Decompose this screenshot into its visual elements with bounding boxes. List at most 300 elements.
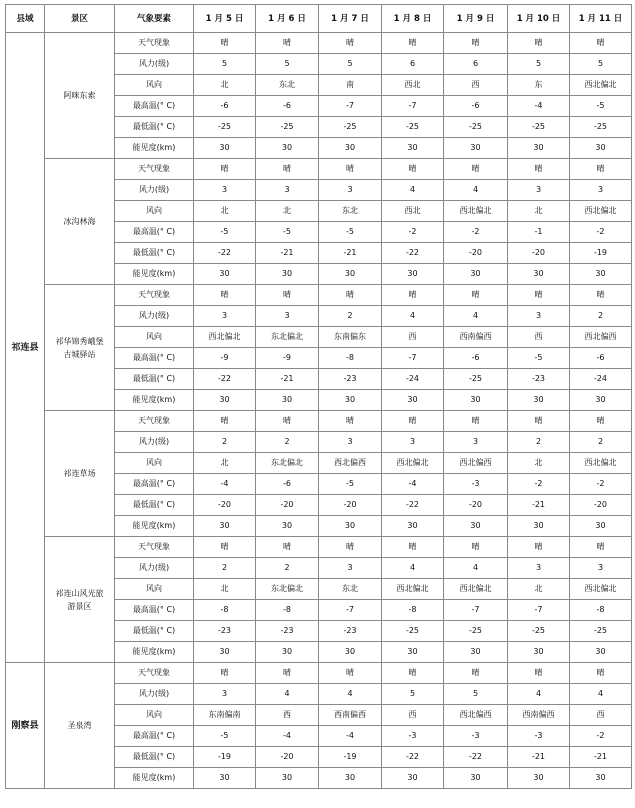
value-cell: -20: [256, 747, 319, 768]
value-cell: 4: [382, 558, 444, 579]
value-cell: 西北: [382, 75, 444, 96]
value-cell: 西北偏西: [570, 327, 632, 348]
element-label-cell: 最高温(° C): [115, 474, 194, 495]
value-cell: -5: [570, 96, 632, 117]
value-cell: 30: [382, 516, 444, 537]
value-cell: 西北偏北: [382, 579, 444, 600]
element-label-cell: 风向: [115, 705, 194, 726]
value-cell: 30: [508, 264, 570, 285]
value-cell: 西北: [382, 201, 444, 222]
county-cell: 刚察县: [6, 663, 45, 789]
element-label-cell: 风向: [115, 75, 194, 96]
value-cell: 30: [382, 138, 444, 159]
value-cell: -19: [194, 747, 256, 768]
value-cell: 30: [570, 390, 632, 411]
header-date-jan7: 1 月 7 日: [319, 5, 382, 33]
value-cell: -4: [382, 474, 444, 495]
element-label-cell: 能见度(km): [115, 390, 194, 411]
value-cell: 晴: [256, 663, 319, 684]
value-cell: 3: [508, 306, 570, 327]
value-cell: -5: [319, 222, 382, 243]
element-label-cell: 风向: [115, 201, 194, 222]
value-cell: 30: [319, 390, 382, 411]
value-cell: 晴: [194, 33, 256, 54]
value-cell: 西北偏西: [444, 705, 508, 726]
value-cell: 晴: [444, 285, 508, 306]
value-cell: 2: [319, 306, 382, 327]
value-cell: 北: [508, 579, 570, 600]
value-cell: -25: [319, 117, 382, 138]
value-cell: -25: [570, 117, 632, 138]
value-cell: -20: [508, 243, 570, 264]
value-cell: 西北偏北: [570, 453, 632, 474]
value-cell: 30: [194, 138, 256, 159]
value-cell: 晴: [382, 33, 444, 54]
value-cell: -20: [444, 243, 508, 264]
value-cell: 30: [570, 264, 632, 285]
element-label-cell: 最高温(° C): [115, 348, 194, 369]
value-cell: -8: [319, 348, 382, 369]
value-cell: -5: [319, 474, 382, 495]
value-cell: 30: [508, 768, 570, 789]
value-cell: -21: [256, 369, 319, 390]
element-label-cell: 风力(级): [115, 180, 194, 201]
value-cell: 30: [444, 516, 508, 537]
value-cell: 30: [194, 516, 256, 537]
value-cell: -6: [444, 348, 508, 369]
value-cell: -22: [382, 495, 444, 516]
value-cell: 西: [570, 705, 632, 726]
value-cell: -7: [319, 600, 382, 621]
weather-forecast-table: [5, 4, 632, 789]
element-label-cell: 最低温(° C): [115, 369, 194, 390]
value-cell: 西北偏西: [444, 453, 508, 474]
value-cell: -2: [570, 474, 632, 495]
value-cell: -20: [570, 495, 632, 516]
value-cell: 30: [319, 516, 382, 537]
element-label-cell: 天气现象: [115, 33, 194, 54]
element-label-cell: 风力(级): [115, 432, 194, 453]
value-cell: -5: [194, 726, 256, 747]
table-row: [6, 411, 632, 432]
element-label-cell: 最低温(° C): [115, 495, 194, 516]
value-cell: 晴: [508, 285, 570, 306]
value-cell: -8: [256, 600, 319, 621]
value-cell: 4: [444, 306, 508, 327]
value-cell: 东南偏南: [194, 705, 256, 726]
value-cell: 30: [256, 264, 319, 285]
value-cell: -3: [508, 726, 570, 747]
value-cell: 西: [256, 705, 319, 726]
value-cell: -22: [194, 369, 256, 390]
scenic-area-cell: 圣泉湾: [45, 663, 115, 789]
value-cell: 西北偏北: [444, 579, 508, 600]
value-cell: 西: [444, 75, 508, 96]
value-cell: 3: [319, 180, 382, 201]
value-cell: 晴: [570, 33, 632, 54]
value-cell: 晴: [382, 663, 444, 684]
value-cell: 30: [444, 642, 508, 663]
value-cell: -4: [508, 96, 570, 117]
value-cell: 西北偏西: [319, 453, 382, 474]
value-cell: 30: [444, 138, 508, 159]
element-label-cell: 能见度(km): [115, 264, 194, 285]
header-date-jan10: 1 月 10 日: [508, 5, 570, 33]
value-cell: 东北偏北: [256, 453, 319, 474]
value-cell: -1: [508, 222, 570, 243]
value-cell: 晴: [508, 663, 570, 684]
element-label-cell: 天气现象: [115, 411, 194, 432]
value-cell: -9: [256, 348, 319, 369]
value-cell: 西: [382, 705, 444, 726]
value-cell: 晴: [382, 285, 444, 306]
value-cell: -20: [256, 495, 319, 516]
value-cell: -4: [194, 474, 256, 495]
value-cell: 晴: [444, 663, 508, 684]
value-cell: -4: [319, 726, 382, 747]
value-cell: 30: [256, 390, 319, 411]
header-element: 气象要素: [115, 5, 194, 33]
value-cell: 东北: [319, 201, 382, 222]
value-cell: 晴: [508, 411, 570, 432]
value-cell: 晴: [194, 159, 256, 180]
element-label-cell: 风力(级): [115, 54, 194, 75]
value-cell: -5: [194, 222, 256, 243]
value-cell: 晴: [570, 663, 632, 684]
value-cell: -7: [444, 600, 508, 621]
scenic-area-cell: 祁连草场: [45, 411, 115, 537]
value-cell: 晴: [256, 33, 319, 54]
value-cell: -19: [319, 747, 382, 768]
value-cell: -23: [256, 621, 319, 642]
value-cell: -6: [444, 96, 508, 117]
value-cell: 东南偏东: [319, 327, 382, 348]
element-label-cell: 最高温(° C): [115, 222, 194, 243]
value-cell: -22: [382, 243, 444, 264]
value-cell: 30: [319, 768, 382, 789]
header-date-jan11: 1 月 11 日: [570, 5, 632, 33]
value-cell: -25: [382, 621, 444, 642]
value-cell: 晴: [444, 411, 508, 432]
value-cell: -7: [382, 348, 444, 369]
value-cell: -20: [319, 495, 382, 516]
value-cell: 30: [319, 264, 382, 285]
value-cell: 30: [194, 264, 256, 285]
value-cell: 西北偏北: [194, 327, 256, 348]
value-cell: -21: [256, 243, 319, 264]
value-cell: 晴: [508, 537, 570, 558]
value-cell: 4: [444, 180, 508, 201]
value-cell: 东北偏北: [256, 327, 319, 348]
value-cell: 晴: [382, 411, 444, 432]
value-cell: 6: [444, 54, 508, 75]
value-cell: 晴: [256, 411, 319, 432]
value-cell: 30: [256, 138, 319, 159]
value-cell: 北: [256, 201, 319, 222]
value-cell: 2: [194, 558, 256, 579]
value-cell: 晴: [382, 537, 444, 558]
value-cell: 西南偏西: [508, 705, 570, 726]
scenic-area-cell: 祁连山风光旅游景区: [45, 537, 115, 663]
element-label-cell: 天气现象: [115, 285, 194, 306]
value-cell: -2: [444, 222, 508, 243]
value-cell: 晴: [256, 159, 319, 180]
value-cell: -9: [194, 348, 256, 369]
element-label-cell: 风向: [115, 579, 194, 600]
value-cell: 3: [256, 180, 319, 201]
value-cell: 晴: [319, 159, 382, 180]
value-cell: 东: [508, 75, 570, 96]
value-cell: -21: [319, 243, 382, 264]
value-cell: 30: [444, 768, 508, 789]
value-cell: 4: [319, 684, 382, 705]
value-cell: 30: [570, 642, 632, 663]
value-cell: 西北偏北: [444, 201, 508, 222]
value-cell: -25: [444, 621, 508, 642]
value-cell: 晴: [444, 159, 508, 180]
value-cell: 3: [508, 558, 570, 579]
value-cell: 西南偏西: [444, 327, 508, 348]
value-cell: 西北偏北: [570, 75, 632, 96]
element-label-cell: 最低温(° C): [115, 117, 194, 138]
element-label-cell: 能见度(km): [115, 642, 194, 663]
value-cell: 4: [256, 684, 319, 705]
value-cell: -23: [508, 369, 570, 390]
value-cell: 北: [194, 201, 256, 222]
value-cell: 30: [319, 138, 382, 159]
value-cell: -4: [256, 726, 319, 747]
value-cell: 东北: [319, 579, 382, 600]
value-cell: 3: [508, 180, 570, 201]
header-date-jan9: 1 月 9 日: [444, 5, 508, 33]
value-cell: -6: [256, 96, 319, 117]
element-label-cell: 风向: [115, 453, 194, 474]
value-cell: 6: [382, 54, 444, 75]
header-date-jan6: 1 月 6 日: [256, 5, 319, 33]
value-cell: 5: [570, 54, 632, 75]
value-cell: 30: [508, 138, 570, 159]
value-cell: 30: [256, 768, 319, 789]
header-date-jan8: 1 月 8 日: [382, 5, 444, 33]
value-cell: -19: [570, 243, 632, 264]
value-cell: -22: [194, 243, 256, 264]
value-cell: 2: [256, 432, 319, 453]
value-cell: 30: [444, 264, 508, 285]
value-cell: 北: [194, 75, 256, 96]
value-cell: 2: [570, 306, 632, 327]
value-cell: 晴: [319, 411, 382, 432]
value-cell: 东北偏北: [256, 579, 319, 600]
value-cell: 3: [194, 684, 256, 705]
forecast-document: [5, 4, 632, 789]
value-cell: -5: [256, 222, 319, 243]
element-label-cell: 最低温(° C): [115, 243, 194, 264]
value-cell: -25: [194, 117, 256, 138]
table-row: [6, 663, 632, 684]
value-cell: 西南偏西: [319, 705, 382, 726]
value-cell: -20: [194, 495, 256, 516]
scenic-area-cell: 冰沟林海: [45, 159, 115, 285]
value-cell: 晴: [508, 159, 570, 180]
value-cell: 晴: [382, 159, 444, 180]
value-cell: 30: [570, 138, 632, 159]
value-cell: -3: [444, 726, 508, 747]
value-cell: 5: [194, 54, 256, 75]
value-cell: 晴: [570, 285, 632, 306]
value-cell: -2: [508, 474, 570, 495]
value-cell: 30: [256, 642, 319, 663]
value-cell: -8: [570, 600, 632, 621]
value-cell: -22: [382, 747, 444, 768]
table-row: [6, 285, 632, 306]
value-cell: 4: [382, 180, 444, 201]
value-cell: -2: [382, 222, 444, 243]
value-cell: 5: [256, 54, 319, 75]
element-label-cell: 天气现象: [115, 159, 194, 180]
value-cell: 3: [319, 558, 382, 579]
value-cell: -5: [508, 348, 570, 369]
scenic-area-cell: 祁华锦秀峨堡古城驿站: [45, 285, 115, 411]
value-cell: -25: [570, 621, 632, 642]
value-cell: 4: [382, 306, 444, 327]
value-cell: 3: [382, 432, 444, 453]
value-cell: 晴: [256, 537, 319, 558]
value-cell: 5: [508, 54, 570, 75]
value-cell: 30: [194, 642, 256, 663]
value-cell: -23: [194, 621, 256, 642]
value-cell: -6: [570, 348, 632, 369]
value-cell: 晴: [444, 537, 508, 558]
value-cell: 晴: [194, 285, 256, 306]
value-cell: 晴: [194, 411, 256, 432]
value-cell: 4: [570, 684, 632, 705]
value-cell: -21: [508, 747, 570, 768]
value-cell: 晴: [194, 537, 256, 558]
value-cell: -25: [256, 117, 319, 138]
value-cell: 3: [256, 306, 319, 327]
value-cell: 3: [444, 432, 508, 453]
value-cell: 晴: [319, 285, 382, 306]
value-cell: -25: [444, 117, 508, 138]
value-cell: -8: [382, 600, 444, 621]
value-cell: 30: [194, 768, 256, 789]
value-cell: 5: [382, 684, 444, 705]
value-cell: 北: [194, 453, 256, 474]
value-cell: 晴: [319, 537, 382, 558]
value-cell: 晴: [570, 537, 632, 558]
value-cell: 30: [508, 642, 570, 663]
value-cell: -7: [508, 600, 570, 621]
value-cell: 4: [444, 558, 508, 579]
value-cell: 2: [194, 432, 256, 453]
element-label-cell: 能见度(km): [115, 768, 194, 789]
value-cell: 30: [570, 516, 632, 537]
scenic-area-cell: 阿咪东索: [45, 33, 115, 159]
header-scenic-area: 景区: [45, 5, 115, 33]
value-cell: -7: [319, 96, 382, 117]
element-label-cell: 风力(级): [115, 684, 194, 705]
value-cell: -25: [508, 117, 570, 138]
element-label-cell: 最高温(° C): [115, 726, 194, 747]
value-cell: 30: [382, 768, 444, 789]
value-cell: -6: [194, 96, 256, 117]
value-cell: -7: [382, 96, 444, 117]
value-cell: 30: [194, 390, 256, 411]
value-cell: 3: [570, 180, 632, 201]
value-cell: 30: [382, 264, 444, 285]
value-cell: -24: [382, 369, 444, 390]
value-cell: -25: [382, 117, 444, 138]
value-cell: 晴: [570, 159, 632, 180]
value-cell: -22: [444, 747, 508, 768]
element-label-cell: 最低温(° C): [115, 621, 194, 642]
value-cell: -25: [508, 621, 570, 642]
value-cell: 晴: [508, 33, 570, 54]
value-cell: 晴: [256, 285, 319, 306]
value-cell: 5: [319, 54, 382, 75]
value-cell: 南: [319, 75, 382, 96]
value-cell: -6: [256, 474, 319, 495]
value-cell: 30: [382, 642, 444, 663]
value-cell: 2: [508, 432, 570, 453]
value-cell: -8: [194, 600, 256, 621]
element-label-cell: 最低温(° C): [115, 747, 194, 768]
element-label-cell: 能见度(km): [115, 516, 194, 537]
value-cell: -3: [444, 474, 508, 495]
value-cell: 4: [508, 684, 570, 705]
value-cell: 30: [570, 768, 632, 789]
value-cell: -25: [444, 369, 508, 390]
value-cell: 西北偏北: [570, 201, 632, 222]
table-row: [6, 537, 632, 558]
value-cell: 30: [382, 390, 444, 411]
value-cell: 西: [382, 327, 444, 348]
value-cell: 3: [570, 558, 632, 579]
table-row: [6, 159, 632, 180]
value-cell: 2: [256, 558, 319, 579]
header-row: [6, 5, 632, 33]
value-cell: 30: [508, 390, 570, 411]
value-cell: -20: [444, 495, 508, 516]
element-label-cell: 最高温(° C): [115, 96, 194, 117]
value-cell: -2: [570, 222, 632, 243]
value-cell: -21: [508, 495, 570, 516]
value-cell: 晴: [444, 33, 508, 54]
element-label-cell: 天气现象: [115, 663, 194, 684]
element-label-cell: 能见度(km): [115, 138, 194, 159]
element-label-cell: 风力(级): [115, 306, 194, 327]
value-cell: 西: [508, 327, 570, 348]
value-cell: 5: [444, 684, 508, 705]
value-cell: 30: [508, 516, 570, 537]
value-cell: 晴: [319, 33, 382, 54]
value-cell: -3: [382, 726, 444, 747]
header-date-jan5: 1 月 5 日: [194, 5, 256, 33]
value-cell: -2: [570, 726, 632, 747]
value-cell: 西北偏北: [382, 453, 444, 474]
value-cell: 3: [194, 306, 256, 327]
value-cell: 3: [194, 180, 256, 201]
value-cell: 西北偏北: [570, 579, 632, 600]
value-cell: -23: [319, 621, 382, 642]
value-cell: 30: [319, 642, 382, 663]
value-cell: -24: [570, 369, 632, 390]
element-label-cell: 天气现象: [115, 537, 194, 558]
value-cell: 晴: [319, 663, 382, 684]
value-cell: 晴: [194, 663, 256, 684]
element-label-cell: 最高温(° C): [115, 600, 194, 621]
element-label-cell: 风向: [115, 327, 194, 348]
